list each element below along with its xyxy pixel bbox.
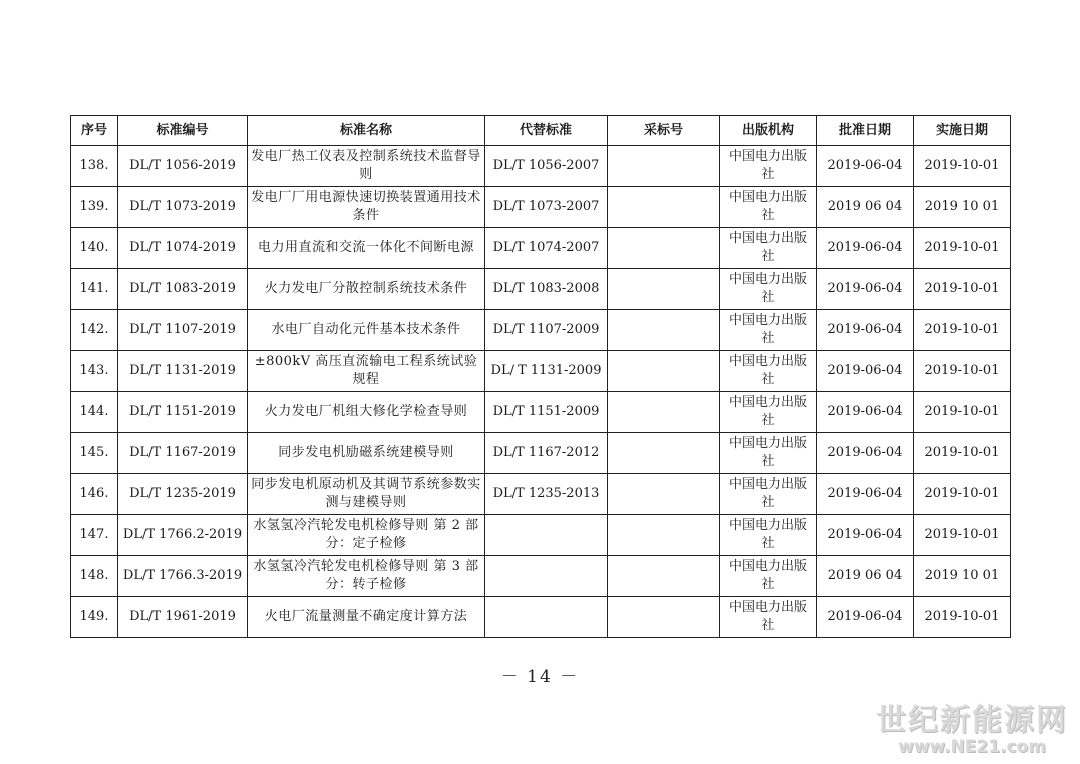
cell-approved: 2019-06-04	[817, 228, 914, 269]
table-row	[71, 146, 1011, 187]
watermark-logo	[876, 704, 1068, 756]
cell-no: 139.	[71, 187, 118, 228]
cell-name: 水氢氢冷汽轮发电机检修导则 第 2 部分：定子检修	[248, 515, 485, 556]
cell-name: 电力用直流和交流一体化不间断电源	[248, 228, 485, 269]
cell-adopted	[608, 187, 720, 228]
cell-replaces: DL/T 1083-2008	[485, 269, 608, 310]
cell-name: 同步发电机原动机及其调节系统参数实测与建模导则	[248, 474, 485, 515]
table-row	[71, 597, 1011, 638]
header-adopted: 采标号	[608, 116, 720, 146]
cell-approved: 2019-06-04	[817, 269, 914, 310]
cell-publisher: 中国电力出版社	[720, 433, 817, 474]
cell-code: DL/T 1131-2019	[118, 351, 248, 392]
table-row	[71, 515, 1011, 556]
cell-publisher: 中国电力出版社	[720, 474, 817, 515]
table-row	[71, 556, 1011, 597]
cell-no: 143.	[71, 351, 118, 392]
cell-code: DL/T 1151-2019	[118, 392, 248, 433]
cell-approved: 2019 06 04	[817, 556, 914, 597]
cell-approved: 2019-06-04	[817, 146, 914, 187]
cell-publisher: 中国电力出版社	[720, 146, 817, 187]
cell-effective: 2019-10-01	[914, 310, 1011, 351]
cell-no: 144.	[71, 392, 118, 433]
cell-approved: 2019-06-04	[817, 351, 914, 392]
cell-publisher: 中国电力出版社	[720, 269, 817, 310]
cell-name: 火力发电厂分散控制系统技术条件	[248, 269, 485, 310]
table-row	[71, 269, 1011, 310]
cell-adopted	[608, 228, 720, 269]
cell-effective: 2019-10-01	[914, 433, 1011, 474]
cell-effective: 2019-10-01	[914, 351, 1011, 392]
cell-name: 水电厂自动化元件基本技术条件	[248, 310, 485, 351]
cell-code: DL/T 1167-2019	[118, 433, 248, 474]
cell-no: 149.	[71, 597, 118, 638]
cell-publisher: 中国电力出版社	[720, 392, 817, 433]
table-row	[71, 310, 1011, 351]
cell-name: 水氢氢冷汽轮发电机检修导则 第 3 部分：转子检修	[248, 556, 485, 597]
header-publisher: 出版机构	[720, 116, 817, 146]
cell-effective: 2019-10-01	[914, 474, 1011, 515]
header-name: 标准名称	[248, 116, 485, 146]
cell-publisher: 中国电力出版社	[720, 597, 817, 638]
cell-replaces: DL/T 1073-2007	[485, 187, 608, 228]
cell-code: DL/T 1235-2019	[118, 474, 248, 515]
cell-name: 火力发电厂机组大修化学检查导则	[248, 392, 485, 433]
header-approved: 批准日期	[817, 116, 914, 146]
cell-name: 同步发电机励磁系统建模导则	[248, 433, 485, 474]
watermark-url: www.NE21.com	[898, 737, 1046, 757]
header-effective: 实施日期	[914, 116, 1011, 146]
cell-adopted	[608, 515, 720, 556]
table-header-row	[71, 116, 1011, 146]
cell-replaces: DL/T 1056-2007	[485, 146, 608, 187]
table-row	[71, 351, 1011, 392]
cell-replaces	[485, 515, 608, 556]
cell-publisher: 中国电力出版社	[720, 310, 817, 351]
cell-code: DL/T 1766.2-2019	[118, 515, 248, 556]
cell-adopted	[608, 556, 720, 597]
cell-approved: 2019-06-04	[817, 392, 914, 433]
cell-adopted	[608, 433, 720, 474]
header-replaces: 代替标准	[485, 116, 608, 146]
cell-approved: 2019-06-04	[817, 310, 914, 351]
cell-effective: 2019 10 01	[914, 556, 1011, 597]
cell-code: DL/T 1961-2019	[118, 597, 248, 638]
cell-adopted	[608, 269, 720, 310]
cell-no: 142.	[71, 310, 118, 351]
cell-publisher: 中国电力出版社	[720, 187, 817, 228]
header-no: 序号	[71, 116, 118, 146]
cell-adopted	[608, 474, 720, 515]
header-code: 标准编号	[118, 116, 248, 146]
cell-replaces	[485, 556, 608, 597]
table-row	[71, 228, 1011, 269]
cell-code: DL/T 1766.3-2019	[118, 556, 248, 597]
cell-no: 138.	[71, 146, 118, 187]
cell-effective: 2019-10-01	[914, 392, 1011, 433]
cell-effective: 2019-10-01	[914, 515, 1011, 556]
cell-adopted	[608, 392, 720, 433]
cell-no: 141.	[71, 269, 118, 310]
cell-effective: 2019-10-01	[914, 146, 1011, 187]
cell-name: 发电厂热工仪表及控制系统技术监督导则	[248, 146, 485, 187]
cell-name: 火电厂流量测量不确定度计算方法	[248, 597, 485, 638]
cell-replaces: DL/T 1235-2013	[485, 474, 608, 515]
cell-adopted	[608, 310, 720, 351]
cell-effective: 2019-10-01	[914, 597, 1011, 638]
cell-replaces: DL/T 1167-2012	[485, 433, 608, 474]
cell-effective: 2019-10-01	[914, 269, 1011, 310]
cell-code: DL/T 1056-2019	[118, 146, 248, 187]
cell-replaces: DL/T 1151-2009	[485, 392, 608, 433]
cell-approved: 2019-06-04	[817, 474, 914, 515]
cell-code: DL/T 1083-2019	[118, 269, 248, 310]
cell-adopted	[608, 597, 720, 638]
cell-no: 145.	[71, 433, 118, 474]
cell-publisher: 中国电力出版社	[720, 228, 817, 269]
cell-no: 147.	[71, 515, 118, 556]
cell-replaces: DL/T 1074-2007	[485, 228, 608, 269]
table-row	[71, 392, 1011, 433]
cell-approved: 2019-06-04	[817, 597, 914, 638]
cell-adopted	[608, 351, 720, 392]
table-row	[71, 433, 1011, 474]
cell-code: DL/T 1073-2019	[118, 187, 248, 228]
cell-replaces	[485, 597, 608, 638]
cell-publisher: 中国电力出版社	[720, 515, 817, 556]
cell-publisher: 中国电力出版社	[720, 556, 817, 597]
cell-no: 146.	[71, 474, 118, 515]
watermark-text: 世纪新能源网	[876, 703, 1068, 738]
cell-no: 140.	[71, 228, 118, 269]
cell-approved: 2019 06 04	[817, 187, 914, 228]
cell-name: ±800kV 高压直流输电工程系统试验规程	[248, 351, 485, 392]
cell-effective: 2019-10-01	[914, 228, 1011, 269]
page-number: － 14 －	[500, 667, 580, 687]
standards-table	[70, 115, 1011, 638]
cell-approved: 2019-06-04	[817, 433, 914, 474]
cell-code: DL/T 1107-2019	[118, 310, 248, 351]
cell-publisher: 中国电力出版社	[720, 351, 817, 392]
table-row	[71, 474, 1011, 515]
table-row	[71, 187, 1011, 228]
cell-adopted	[608, 146, 720, 187]
cell-code: DL/T 1074-2019	[118, 228, 248, 269]
cell-replaces: DL/ T 1131-2009	[485, 351, 608, 392]
cell-replaces: DL/T 1107-2009	[485, 310, 608, 351]
cell-no: 148.	[71, 556, 118, 597]
cell-effective: 2019 10 01	[914, 187, 1011, 228]
cell-name: 发电厂厂用电源快速切换装置通用技术条件	[248, 187, 485, 228]
cell-approved: 2019-06-04	[817, 515, 914, 556]
